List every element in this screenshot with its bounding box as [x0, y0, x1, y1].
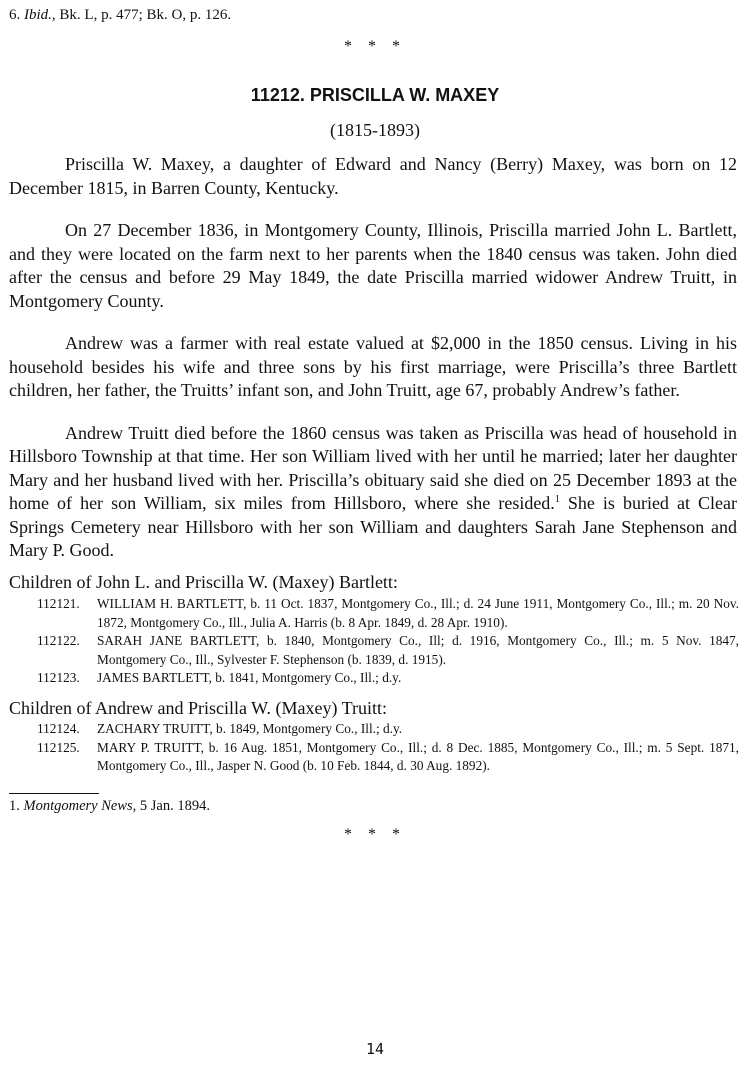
- footnote-source: Montgomery News: [23, 798, 133, 814]
- child-entry: [37, 739, 739, 776]
- child-text: JAMES BARTLETT, b. 1841, Montgomery Co., Ill.; d.y.: [97, 670, 402, 685]
- child-id: 112124.: [37, 721, 80, 736]
- section-separator-bottom: * * *: [344, 826, 406, 843]
- child-entry: [37, 632, 739, 669]
- paragraph-4-continuation: She is buried at Clear Springs Cemetery near Hillsboro with her son William and daughters Sarah Jane Stephenson and Mary P. Good.: [9, 493, 737, 560]
- child-text: ZACHARY TRUITT, b. 1849, Montgomery Co., Ill.; d.y.: [97, 721, 403, 736]
- child-entry: [37, 595, 739, 632]
- previous-footnote: [9, 6, 231, 24]
- footnote-rule: [9, 793, 99, 794]
- entry-title: 11212. PRISCILLA W. MAXEY: [250, 85, 500, 105]
- page-number: 14: [365, 1040, 385, 1058]
- footnote: [9, 797, 210, 815]
- entry-dates: (1815-1893): [330, 120, 420, 140]
- previous-footnote-ibid: Ibid.: [24, 7, 52, 23]
- paragraph-4: [9, 422, 737, 563]
- footnote-reference: 1: [554, 494, 560, 505]
- child-id: 112121.: [37, 596, 80, 611]
- child-entry: [37, 720, 739, 739]
- child-text: WILLIAM H. BARTLETT, b. 11 Oct. 1837, Montgomery Co., Ill.; d. 24 June 1911, Montgomery Co., Ill.; m. 20 Nov. 1872, Montgomery Co., Ill., Julia A. Harris (b. 8 Apr. 1849, d. 28 Apr. 1910).: [97, 596, 739, 630]
- footnote-text: , 5 Jan. 1894.: [132, 798, 210, 814]
- paragraph-3: Andrew was a farmer with real estate valued at $2,000 in the 1850 census. Living in his household besides his wife and three sons by his first marriage, were Priscilla’s three Bartlett children, her father, the Truitts’ infant son, and John Truitt, age 67, probably Andrew’s father.: [9, 333, 737, 400]
- child-id: 112123.: [37, 670, 80, 685]
- children-list-truitt: [37, 720, 739, 776]
- previous-footnote-number: 6.: [9, 7, 21, 23]
- paragraph-1: Priscilla W. Maxey, a daughter of Edward and Nancy (Berry) Maxey, was born on 12 December 1815, in Barren County, Kentucky.: [9, 154, 737, 198]
- children-heading-bartlett: Children of John L. and Priscilla W. (Maxey) Bartlett:: [9, 572, 398, 592]
- child-id: 112125.: [37, 739, 80, 755]
- paragraph-2: On 27 December 1836, in Montgomery County, Illinois, Priscilla married John L. Bartlett, and they were located on the farm next to her parents when the 1840 census was taken. John died after the census and before 29 May 1849, the date Priscilla married widower Andrew Truitt, in Montgomery County.: [9, 220, 737, 311]
- section-separator-top: * * *: [344, 38, 406, 55]
- children-heading-truitt: Children of Andrew and Priscilla W. (Maxey) Truitt:: [9, 698, 387, 718]
- child-entry: [37, 669, 739, 688]
- child-text: SARAH JANE BARTLETT, b. 1840, Montgomery Co., Ill; d. 1916, Montgomery Co., Ill.; m. 5 Nov. 1847, Montgomery Co., Ill., Sylvester F. Stephenson (b. 1839, d. 1915).: [97, 633, 739, 667]
- child-id: 112122.: [37, 633, 80, 648]
- paragraph-4-text: Andrew Truitt died before the 1860 census was taken as Priscilla was head of household in Hillsboro Township at that time. Her son William lived with her until he married; later her daughter Mary and her husband lived with her. Priscilla’s obituary said she died on 25 December 1893 at the home of her son William, six miles from Hillsboro, where she resided.: [9, 422, 737, 513]
- biography-text: [9, 153, 737, 582]
- children-list-bartlett: [37, 595, 739, 688]
- child-text: MARY P. TRUITT, b. 16 Aug. 1851, Montgomery Co., Ill.; d. 8 Dec. 1885, Montgomery Co., Ill.; m. 5 Sept. 1871, Montgomery Co., Ill., Jasper N. Good (b. 10 Feb. 1844, d. 30 Aug. 1892).: [97, 739, 739, 773]
- footnote-number: 1.: [9, 798, 20, 814]
- previous-footnote-text: , Bk. L, p. 477; Bk. O, p. 126.: [51, 7, 232, 23]
